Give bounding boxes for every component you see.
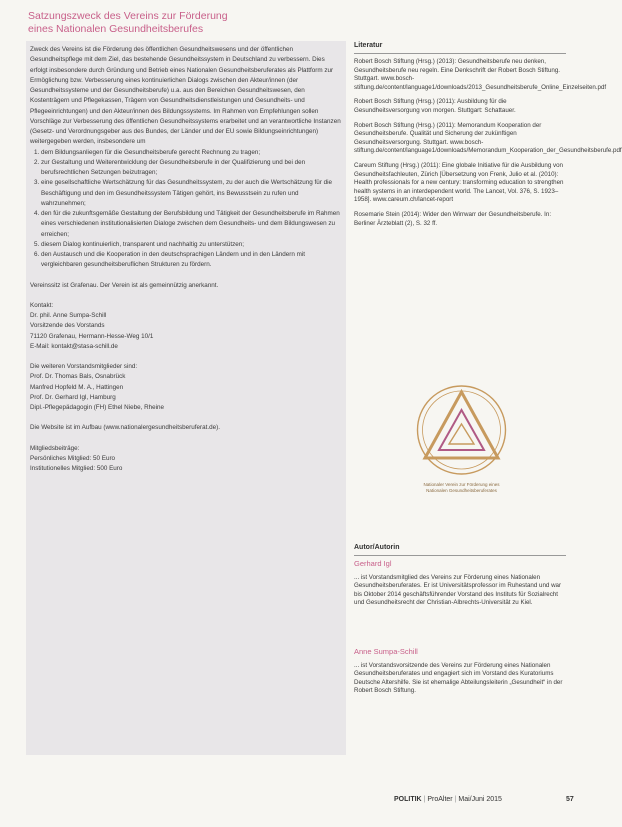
fee-item: Persönliches Mitglied: 50 Euro	[30, 454, 116, 462]
reference-item: Robert Bosch Stiftung (Hrsg.) (2011): Ausbildung für die Gesundheitsversorgung von morgen. Stuttgart: Schattauer.	[354, 98, 516, 114]
page-footer: POLITIK | ProAlter | Mai/Juni 2015	[394, 796, 502, 803]
board-label: Die weiteren Vorstandsmitglieder sind:	[30, 363, 138, 370]
footer-issue: Mai/Juni 2015	[458, 796, 502, 803]
purpose-item: 2. zur Gestaltung und Weiterentwicklung der Gesundheitsberufe in der Qualifizierung und bei den berufsrechtlichen Setzungen beizutragen;	[41, 158, 341, 179]
contact-role: Vorsitzende des Vorstands	[30, 322, 105, 330]
fees-label: Mitgliedsbeiträge:	[30, 444, 80, 452]
intro-paragraph: Zweck des Vereins ist die Förderung des öffentlichen Gesundheitswesens und der öffentlichen Gesundheitspflege mit dem Ziel, das bestehende Gesundheitssystem in Deutschland zu verbessern. Dies erfolgt insbesondere durch Gründung und Betrieb eines Nationalen Gesundheitsberuferates als Plattform zur Ermöglichung bzw. Verbesserung eines kontinuierlichen Dialogs zwischen den Akteur/innen (der Gesundheitssysteme und der Gesundheitsberufe) u.a. aus den Bereichen Gesundheitswesen, den Kostenträgern und Pflegekassen, Trägern von Gesundheitsdienstleistungen und Gesundheits- und Pflegeeinrichtungen) und den Akteur/innen des Bildungssystems. Im Rahmen von Empfehlungen sollen Vorschläge zur Verbesserung des öffentlichen Gesundheitssystems erarbeitet und an verantwortliche Instanzen (Gesetz- und Verordnungsgeber aus des Bundes, der Länder und der EU sowie Bildungseinrichtungen) weitergegeben werden, insbesondere um	[30, 46, 341, 146]
author-2-bio: ... ist Vorstandsvorsitzende des Vereins zur Förderung eines Nationalen Gesundheitsberuferates und engagiert sich im Vorstand des Kuratoriums Deutsche Altershilfe. Sie ist ehemalige Abteilungsleiterin „Gesundheit“ in der Robert Bosch Stiftung.	[354, 661, 563, 695]
contact-name: Dr. phil. Anne Sumpa-Schill	[30, 312, 107, 319]
board-member: Prof. Dr. Thomas Bals, Osnabrück	[30, 373, 126, 381]
board-member: Manfred Hopfeld M. A., Hattingen	[30, 383, 124, 391]
logo-emblem-icon	[414, 380, 509, 530]
purpose-list	[30, 148, 341, 271]
purpose-item: 1. dem Bildungsanliegen für die Gesundheitsberufe gerecht Rechnung zu tragen;	[41, 148, 341, 158]
purpose-item: 6. den Austausch und die Kooperation in den deutschsprachigen Ländern und in den Ländern mit vergleichbaren gesundheitsberuflichen Strukturen zu fördern.	[41, 250, 341, 271]
board-member: Prof. Dr. Gerhard Igl, Hamburg	[30, 393, 116, 401]
title-line-2: eines Nationalen Gesundheitsberufes	[28, 23, 204, 35]
contact-email[interactable]: E-Mail: kontakt@stasa-schill.de	[30, 342, 118, 350]
footer-section: POLITIK	[394, 796, 422, 803]
page-number: 57	[566, 796, 574, 803]
literature-heading: Literatur	[354, 42, 383, 49]
literature-rule	[354, 53, 566, 54]
logo-caption-line-1: Nationaler Verein zur Förderung eines	[423, 482, 500, 487]
purpose-item: 3. eine gesellschaftliche Wertschätzung für das Gesundheitssystem, zu der auch die Wertschätzung für die Beschäftigung und den im Gesundheitssystem Tätigen gehört, ins Bewusstsein zu rufen und wahrzunehmen;	[41, 178, 341, 209]
footer-magazine: ProAlter	[427, 796, 453, 803]
association-logo	[414, 380, 509, 530]
logo-caption-line-2: Nationalen Gesundheitsberuferates	[426, 488, 497, 493]
website-note[interactable]: Die Website ist im Aufbau (www.nationalergesundheitsberuferat.de).	[30, 424, 220, 432]
author-2-name: Anne Sumpa-Schill	[354, 647, 418, 656]
author-2	[354, 648, 566, 696]
author-1-bio: ... ist Vorstandsmitglied des Vereins zur Förderung eines Nationalen Gesundheitsberuferates. Er ist Universitätsprofessor im Ruhestand und war bis Oktober 2014 geschäftsführender Vorstand des Instituts für Sozialrecht und Gesundheitsrecht der Christian-Albrechts-Universität zu Kiel.	[354, 573, 562, 607]
purpose-item: 4. den für die zukunftsgemäße Gestaltung der Berufsbildung und Tätigkeit der Gesundheitsberufe im Rahmen eines verschiedenen institutionalisierten Dialoge zwischen dem Gesundheits- und dem Bildungswesen zu erreichen;	[41, 209, 341, 240]
reference-item: Robert Bosch Stiftung (Hrsg.) (2013): Gesundheitsberufe neu denken, Gesundheitsberufe neu regeln. Eine Denkschrift der Robert Bosch Stiftung. Stuttgart. www.bosch-stiftung.de/content/language1/downloads/2013_Gesundheitsberufe_Online_Einzelseiten.pdf	[354, 58, 607, 91]
reference-item: Rosemarie Stein (2014): Wider den Wirrwarr der Gesundheitsberufe. In: Berliner Ärzteblatt (2), S. 32 ff.	[354, 210, 552, 227]
author-rule	[354, 555, 566, 556]
info-box-text	[30, 45, 341, 474]
logo-caption	[414, 482, 509, 494]
author-1	[354, 560, 566, 608]
reference-item: Robert Bosch Stiftung (Hrsg.) (2011): Memorandum Kooperation der Gesundheitsberufe. Qualität und Sicherung der zukünftigen Gesundheitsversorgung. Stuttgart. www.bosch-stiftung.de/content/language1/downloads/Memorandum_Kooperation_der_Gesundheitsberufe.pdf	[354, 121, 622, 155]
contact-label: Kontakt:	[30, 301, 54, 309]
seat-paragraph: Vereinssitz ist Grafenau. Der Verein ist als gemeinnützig anerkannt.	[30, 281, 219, 289]
contact-address: 71120 Grafenau, Hermann-Hesse-Weg 10/1	[30, 332, 154, 340]
article-title	[28, 10, 358, 36]
author-1-name: Gerhard Igl	[354, 559, 392, 568]
reference-item: Careum Stiftung (Hrsg.) (2011): Eine globale Initiative für die Ausbildung von Gesundheitsfachleuten, Zürich [Übersetzung von Frenk, Julio et al. (2010): Health professionals for a new century: transforming education to strengthen health systems in an interdependent world. The Lancet, Vol. 376, S. 1923–1958]. www.careum.ch/lancet-report	[354, 161, 564, 204]
fee-item: Institutionelles Mitglied: 500 Euro	[30, 465, 123, 472]
title-line-1: Satzungszweck des Vereins zur Förderung	[28, 10, 228, 22]
board-member: Dipl.-Pflegepädagogin (FH) Ethel Niebe, Rheine	[30, 404, 165, 411]
reference-list	[354, 58, 622, 234]
purpose-item: 5. diesem Dialog kontinuierlich, transparent und nachhaltig zu unterstützen;	[41, 240, 341, 250]
author-heading: Autor/Autorin	[354, 544, 400, 551]
